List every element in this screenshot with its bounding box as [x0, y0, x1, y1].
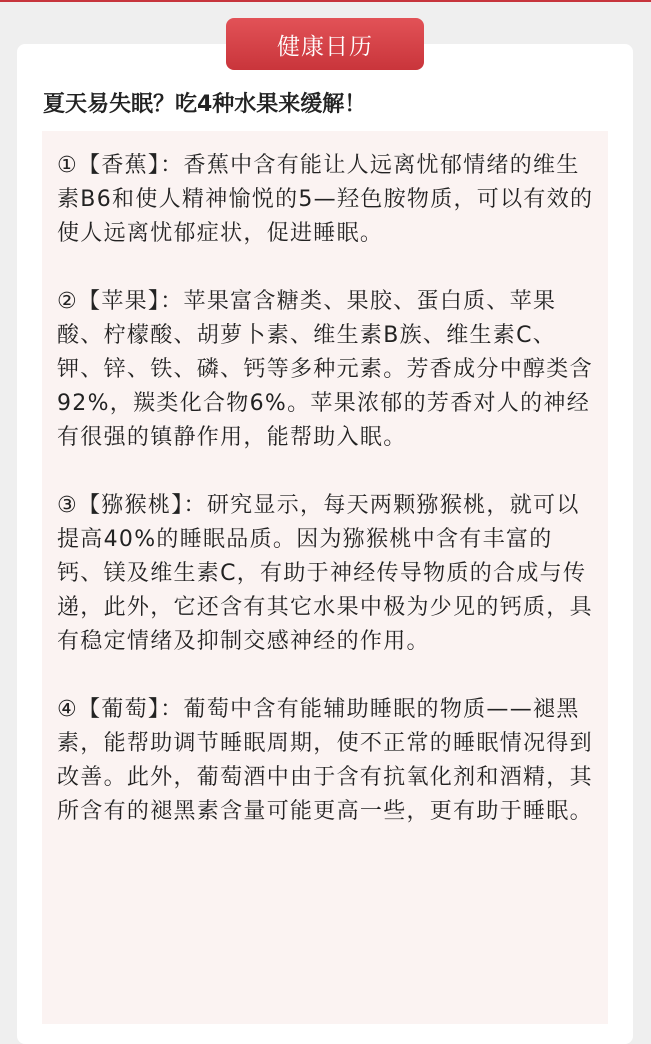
paragraph-kiwi: ③【猕猴桃】：研究显示，每天两颗猕猴桃，就可以提高40%的睡眠品质。因为猕猴桃中含有丰富的钙、镁及维生素C，有助于神经传导物质的合成与传递，此外，它还含有其它水果中极为少见的钙质，具有稳定情绪及抑制交感神经的作用。: [57, 493, 593, 654]
top-divider: [0, 0, 651, 2]
health-calendar-badge: 健康日历: [226, 18, 424, 70]
paragraph-apple: ②【苹果】：苹果富含糖类、果胶、蛋白质、苹果酸、柠檬酸、胡萝卜素、维生素B族、维生素C、钾、锌、铁、磷、钙等多种元素。芳香成分中醇类含92%，羰类化合物6%。苹果浓郁的芳香对人的神经有很强的镇静作用，能帮助入眠。: [57, 289, 593, 450]
paragraph-banana: ①【香蕉】：香蕉中含有能让人远离忧郁情绪的维生素B6和使人精神愉悦的5—羟色胺物质，可以有效的使人远离忧郁症状，促进睡眠。: [57, 153, 594, 246]
article-title: 夏天易失眠？吃4种水果来缓解！: [43, 92, 367, 117]
article-content: [42, 131, 608, 1024]
paragraph-grape: ④【葡萄】：葡萄中含有能辅助睡眠的物质——褪黑素，能帮助调节睡眠周期，使不正常的睡眠情况得到改善。此外，葡萄酒中由于含有抗氧化剂和酒精，其所含有的褪黑素含量可能更高一些，更有助于睡眠。: [57, 697, 593, 824]
